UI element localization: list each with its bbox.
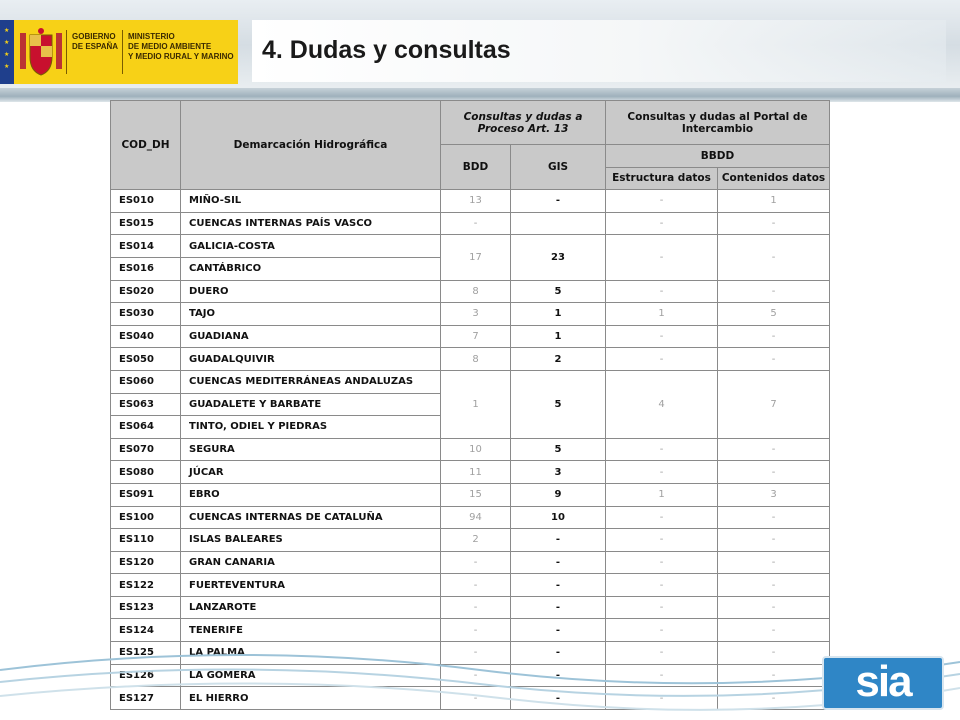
cell-cod: ES010 [111,190,181,213]
table-row [111,190,830,213]
header-bbdd: BBDD [606,145,830,168]
cell-estructura: 1 [606,483,718,506]
cell-bdd: - [441,642,511,665]
cell-demarcacion: TAJO [181,303,441,326]
cell-estructura: - [606,280,718,303]
cell-estructura: - [606,529,718,552]
header-gis: GIS [511,145,606,190]
table-row [111,303,830,326]
cell-contenidos: 3 [718,483,830,506]
table-row [111,235,830,258]
cell-cod: ES016 [111,257,181,280]
cell-contenidos: - [718,551,830,574]
table-row [111,551,830,574]
cell-bdd: 8 [441,280,511,303]
cell-demarcacion: DUERO [181,280,441,303]
header-bdd: BDD [441,145,511,190]
cell-estructura: - [606,574,718,597]
cell-gis: 5 [511,370,606,438]
cell-bdd: 17 [441,235,511,280]
cell-gis: 1 [511,325,606,348]
cell-cod: ES100 [111,506,181,529]
cell-estructura: - [606,687,718,710]
cell-gis: - [511,687,606,710]
cell-bdd: - [441,574,511,597]
cell-demarcacion: GALICIA-COSTA [181,235,441,258]
header-cod: COD_DH [111,101,181,190]
cell-contenidos: - [718,619,830,642]
cell-contenidos: - [718,235,830,280]
cell-demarcacion: GUADIANA [181,325,441,348]
table-row [111,348,830,371]
cell-cod: ES063 [111,393,181,416]
cell-bdd: - [441,619,511,642]
logo-text-ministerio: MINISTERIO DE MEDIO AMBIENTE Y MEDIO RURAL Y MARINO [128,32,234,61]
cell-cod: ES070 [111,438,181,461]
cell-demarcacion: CUENCAS MEDITERRÁNEAS ANDALUZAS [181,370,441,393]
cell-gis: 5 [511,280,606,303]
cell-cod: ES120 [111,551,181,574]
cell-gis: - [511,642,606,665]
logo-text-gobierno: GOBIERNO DE ESPAÑA [72,32,119,51]
table-row [111,370,830,393]
cell-demarcacion: LANZAROTE [181,596,441,619]
cell-bdd: 11 [441,461,511,484]
logo-divider [122,30,123,74]
cell-cod: ES123 [111,596,181,619]
cell-estructura: - [606,235,718,280]
cell-estructura: - [606,619,718,642]
cell-cod: ES124 [111,619,181,642]
cell-estructura: - [606,642,718,665]
cell-demarcacion: CUENCAS INTERNAS PAÍS VASCO [181,212,441,235]
table-row [111,461,830,484]
cell-contenidos: - [718,280,830,303]
cell-cod: ES091 [111,483,181,506]
cell-bdd: 2 [441,529,511,552]
sia-logo: sia [822,656,944,710]
header-contenidos: Contenidos datos [718,167,830,190]
table-row [111,529,830,552]
cell-demarcacion: TINTO, ODIEL Y PIEDRAS [181,416,441,439]
cell-gis: - [511,619,606,642]
cell-gis: 9 [511,483,606,506]
cell-bdd: - [441,551,511,574]
cell-cod: ES064 [111,416,181,439]
cell-cod: ES050 [111,348,181,371]
government-logo [0,20,238,84]
cell-estructura: 1 [606,303,718,326]
table-row [111,280,830,303]
cell-cod: ES122 [111,574,181,597]
table-row [111,212,830,235]
cell-contenidos: - [718,348,830,371]
cell-bdd: 94 [441,506,511,529]
table-row [111,438,830,461]
table-row [111,574,830,597]
table-row [111,506,830,529]
cell-contenidos: 7 [718,370,830,438]
cell-contenidos: - [718,461,830,484]
cell-gis: 3 [511,461,606,484]
cell-estructura: - [606,461,718,484]
cell-gis: 5 [511,438,606,461]
cell-bdd: 8 [441,348,511,371]
cell-bdd: 3 [441,303,511,326]
table-row [111,483,830,506]
cell-contenidos: - [718,664,830,687]
cell-gis: - [511,596,606,619]
cell-gis: 1 [511,303,606,326]
cell-bdd: 10 [441,438,511,461]
cell-demarcacion: MIÑO-SIL [181,190,441,213]
cell-contenidos: - [718,529,830,552]
cell-contenidos: - [718,212,830,235]
table-header-row [111,101,830,145]
cell-contenidos: - [718,438,830,461]
cell-estructura: - [606,190,718,213]
cell-cod: ES040 [111,325,181,348]
coat-of-arms-icon [18,27,64,77]
cell-bdd: - [441,687,511,710]
decorative-waves [0,600,960,720]
cell-cod: ES126 [111,664,181,687]
cell-gis: 23 [511,235,606,280]
cell-cod: ES127 [111,687,181,710]
cell-estructura: - [606,348,718,371]
cell-gis: - [511,529,606,552]
cell-gis: - [511,574,606,597]
cell-cod: ES020 [111,280,181,303]
cell-estructura: - [606,596,718,619]
cell-demarcacion: TENERIFE [181,619,441,642]
cell-contenidos: 1 [718,190,830,213]
cell-estructura: - [606,325,718,348]
cell-gis: 2 [511,348,606,371]
cell-bdd: 15 [441,483,511,506]
cell-bdd: 13 [441,190,511,213]
header-estructura: Estructura datos [606,167,718,190]
cell-estructura: - [606,664,718,687]
cell-contenidos: 5 [718,303,830,326]
cell-cod: ES014 [111,235,181,258]
cell-cod: ES080 [111,461,181,484]
cell-bdd: - [441,596,511,619]
cell-gis: - [511,664,606,687]
cell-cod: ES015 [111,212,181,235]
cell-bdd: - [441,664,511,687]
header-consultas-proceso: Consultas y dudas a Proceso Art. 13 [441,101,606,145]
cell-contenidos: - [718,506,830,529]
cell-demarcacion: GRAN CANARIA [181,551,441,574]
cell-cod: ES110 [111,529,181,552]
cell-gis: 10 [511,506,606,529]
cell-demarcacion: EL HIERRO [181,687,441,710]
table-row [111,325,830,348]
header-consultas-portal: Consultas y dudas al Portal de Intercambio [606,101,830,145]
cell-estructura: 4 [606,370,718,438]
page-title: 4. Dudas y consultas [262,36,511,64]
cell-cod: ES060 [111,370,181,393]
cell-estructura: - [606,551,718,574]
cell-demarcacion: LA GOMERA [181,664,441,687]
cell-estructura: - [606,506,718,529]
cell-estructura: - [606,438,718,461]
cell-cod: ES125 [111,642,181,665]
cell-contenidos: - [718,596,830,619]
cell-demarcacion: SEGURA [181,438,441,461]
eu-flag-icon: ★ ★ ★ ★ [0,20,14,84]
cell-demarcacion: CANTÁBRICO [181,257,441,280]
cell-demarcacion: GUADALETE Y BARBATE [181,393,441,416]
cell-contenidos: - [718,574,830,597]
cell-contenidos: - [718,687,830,710]
cell-demarcacion: GUADALQUIVIR [181,348,441,371]
cell-cod: ES030 [111,303,181,326]
cell-gis [511,212,606,235]
cell-estructura: - [606,212,718,235]
cell-contenidos: - [718,642,830,665]
cell-demarcacion: EBRO [181,483,441,506]
cell-bdd: - [441,212,511,235]
cell-demarcacion: FUERTEVENTURA [181,574,441,597]
cell-gis: - [511,551,606,574]
cell-demarcacion: LA PALMA [181,642,441,665]
cell-demarcacion: CUENCAS INTERNAS DE CATALUÑA [181,506,441,529]
cell-bdd: 7 [441,325,511,348]
logo-divider [66,30,67,74]
cell-gis: - [511,190,606,213]
cell-demarcacion: JÚCAR [181,461,441,484]
cell-demarcacion: ISLAS BALEARES [181,529,441,552]
cell-contenidos: - [718,325,830,348]
cell-bdd: 1 [441,370,511,438]
header-demarcacion: Demarcación Hidrográfica [181,101,441,190]
